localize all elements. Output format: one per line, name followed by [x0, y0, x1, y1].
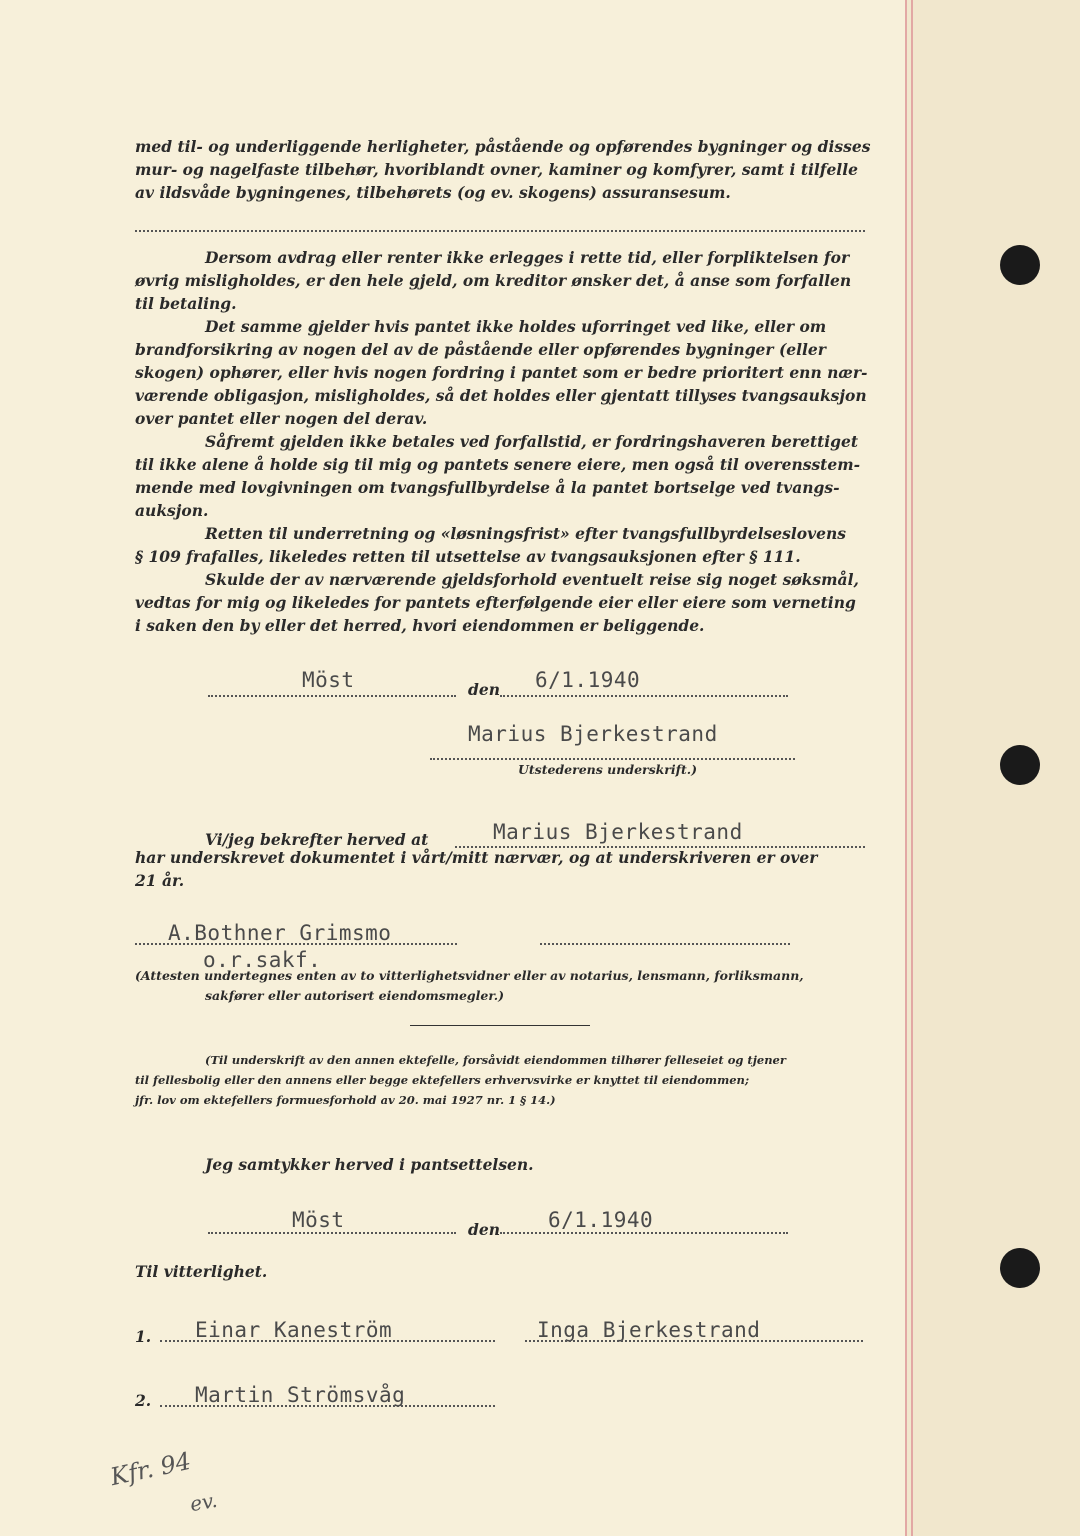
clause-line: § 109 frafalles, likeledes retten til utsettelse av tvangsauksjonen efter § 111.	[135, 547, 801, 566]
punch-hole	[1000, 1248, 1040, 1288]
intro-line: av ildsvåde bygningenes, tilbehørets (og ev. skogens) assuransesum.	[135, 183, 731, 202]
handwritten-note: Kfr. 94	[107, 1446, 194, 1492]
den-label: den	[468, 680, 500, 699]
spouse-note-line: jfr. lov om ektefellers formuesforhold av 20. mai 1927 nr. 1 § 14.)	[135, 1093, 556, 1107]
consent-den-label: den	[468, 1220, 500, 1239]
clause-line: til betaling.	[135, 294, 237, 313]
clause-line: Skulde der av nærværende gjeldsforhold eventuelt reise sig noget søksmål,	[205, 570, 859, 589]
clause-line: værende obligasjon, misligholdes, så det holdes eller gjentatt tillyses tvangsauksjon	[135, 386, 867, 405]
witness-line	[135, 943, 457, 945]
consent-date: 6/1.1940	[548, 1208, 654, 1232]
clause-line: Såfremt gjelden ikke betales ved forfallstid, er fordringshaveren berettiget	[205, 432, 859, 451]
punch-hole	[1000, 245, 1040, 285]
witness-heading: Til vitterlighet.	[135, 1262, 268, 1281]
consenter-line	[525, 1340, 863, 1342]
clause-line: brandforsikring av nogen del av de påstående eller opførendes bygninger (eller	[135, 340, 826, 359]
dotted-separator	[135, 230, 865, 232]
consent-text: Jeg samtykker herved i pantsettelsen.	[205, 1155, 534, 1174]
punch-hole	[1000, 745, 1040, 785]
witness-1-line	[160, 1340, 495, 1342]
margin-rule-2	[911, 0, 913, 1536]
attestation-lead: Vi/jeg bekrefter herved at	[205, 830, 429, 849]
clause-line: auksjon.	[135, 501, 209, 520]
intro-line: med til- og underliggende herligheter, påstående og opførendes bygninger og disses	[135, 137, 871, 156]
consent-place-line	[208, 1232, 456, 1234]
consent-place: Möst	[292, 1208, 345, 1232]
witness-title: o.r.sakf.	[203, 948, 322, 972]
page-edge	[905, 0, 1080, 1536]
consent-date-line	[500, 1232, 788, 1234]
separator-rule	[410, 1025, 590, 1026]
witness-line-2	[540, 943, 790, 945]
clause-line: i saken den by eller det herred, hvori eiendommen er beliggende.	[135, 616, 705, 635]
attestation-note: (Attesten undertegnes enten av to vitterlighetsvidner eller av notarius, lensmann, forliksmann,	[135, 968, 804, 983]
clause-line: Dersom avdrag eller renter ikke erlegges i rette tid, eller forpliktelsen for	[205, 248, 850, 267]
handwritten-note-2: ev.	[188, 1487, 220, 1517]
place-line	[208, 695, 456, 697]
clause-line: skogen) ophører, eller hvis nogen fordring i pantet som er bedre prioritert enn nær-	[135, 363, 868, 382]
attestation-line: 21 år.	[135, 871, 185, 890]
intro-line: mur- og nagelfaste tilbehør, hvoriblandt ovner, kaminer og komfyrer, samt i tilfelle	[135, 160, 858, 179]
attested-name: Marius Bjerkestrand	[493, 820, 743, 844]
date-line	[500, 695, 788, 697]
margin-rule	[905, 0, 907, 1536]
clause-line: til ikke alene å holde sig til mig og pantets senere eiere, men også til overensstem-	[135, 455, 861, 474]
attestation-line: har underskrevet dokumentet i vårt/mitt nærvær, og at underskriveren er over	[135, 848, 818, 867]
signing-place: Möst	[302, 668, 355, 692]
clause-line: øvrig misligholdes, er den hele gjeld, om kreditor ønsker det, å anse som forfallen	[135, 271, 852, 290]
attestation-note: sakfører eller autorisert eiendomsmegler.)	[205, 988, 505, 1003]
witness-number-1: 1.	[135, 1327, 152, 1346]
clause-line: vedtas for mig og likeledes for pantets efterfølgende eier eller eiere som verneting	[135, 593, 856, 612]
clause-line: mende med lovgivningen om tvangsfullbyrdelse å la pantet bortselge ved tvangs-	[135, 478, 840, 497]
witness-2-line	[160, 1405, 495, 1407]
clause-line: Retten til underretning og «løsningsfrist» efter tvangsfullbyrdelseslovens	[205, 524, 846, 543]
clause-line: over pantet eller nogen del derav.	[135, 409, 428, 428]
witness-signature: A.Bothner Grimsmo	[168, 921, 392, 945]
witness-2-signature: Martin Strömsvåg	[195, 1383, 406, 1407]
witness-1-signature: Einar Kaneström	[195, 1318, 393, 1342]
signing-date: 6/1.1940	[535, 668, 641, 692]
spouse-note-line: til fellesbolig eller den annens eller begge ektefellers erhvervsvirke er knyttet til eiendommen;	[135, 1073, 750, 1087]
issuer-caption: Utstederens underskrift.)	[518, 762, 698, 777]
witness-number-2: 2.	[135, 1391, 152, 1410]
clause-line: Det samme gjelder hvis pantet ikke holdes uforringet ved like, eller om	[205, 317, 827, 336]
consenter-signature: Inga Bjerkestrand	[537, 1318, 761, 1342]
spouse-note-line: (Til underskrift av den annen ektefelle, forsåvidt eiendommen tilhører felleseiet og tjener	[205, 1053, 786, 1067]
issuer-signature: Marius Bjerkestrand	[468, 722, 718, 746]
